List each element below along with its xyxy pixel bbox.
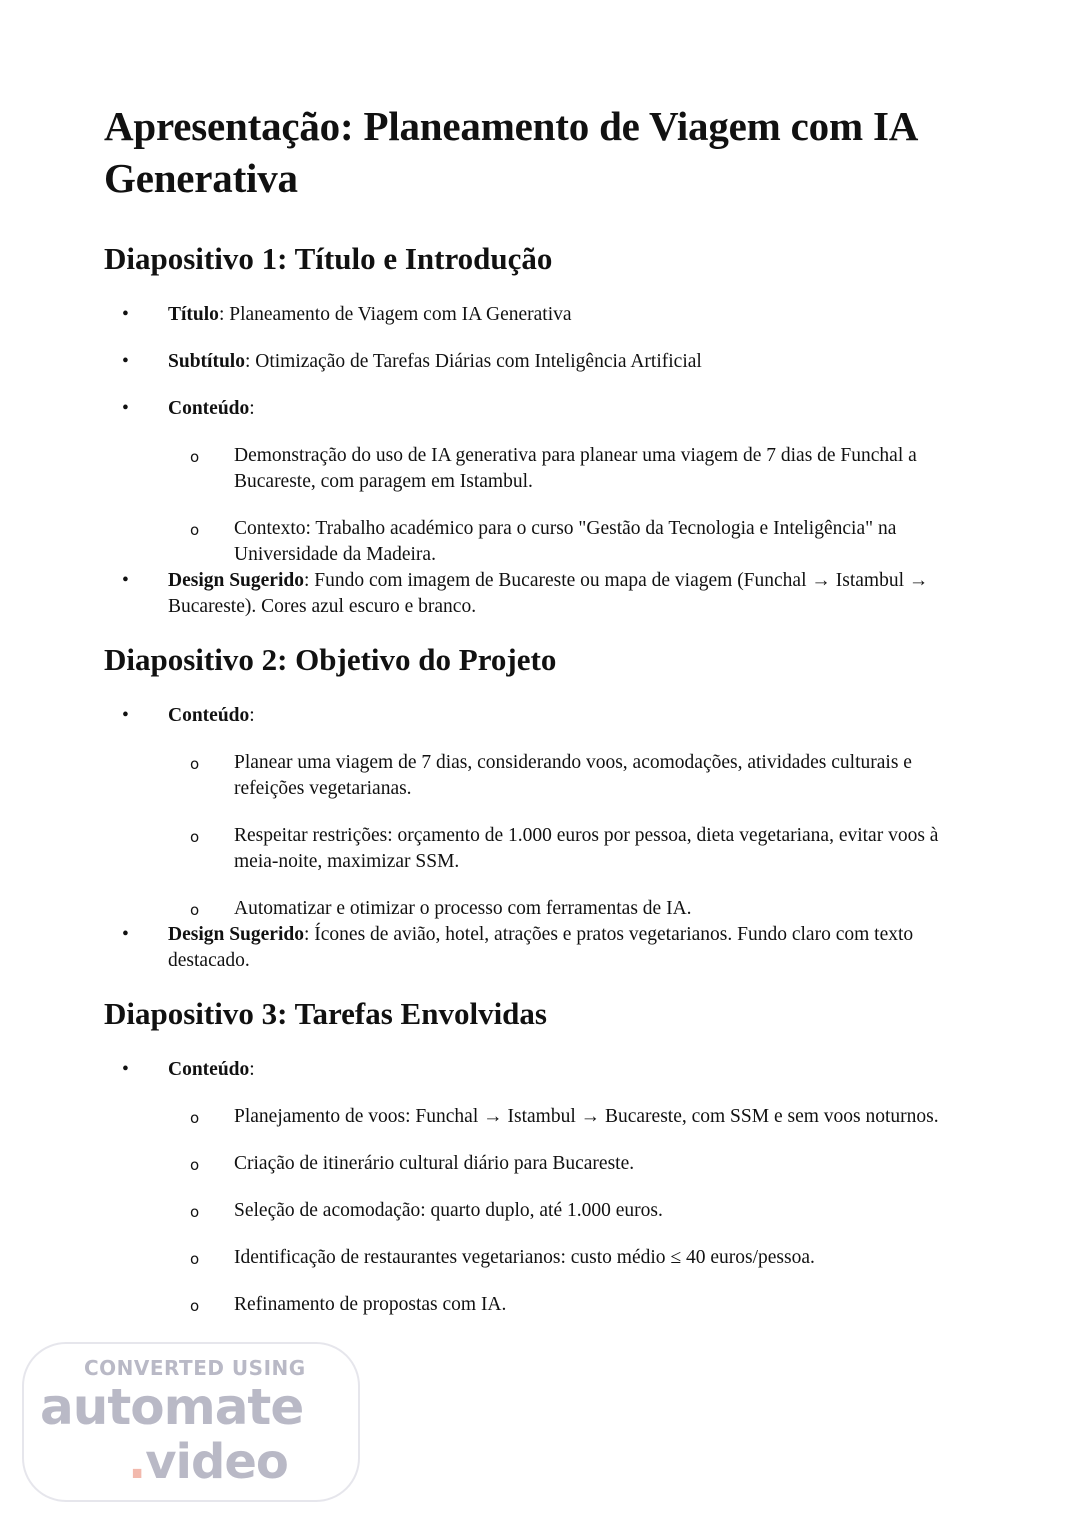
sub-item-text: Seleção de acomodação: quarto duplo, até 1.000 euros. (234, 1200, 663, 1221)
item-label: Conteúdo (168, 1059, 250, 1080)
list-item (104, 703, 984, 922)
sub-list (168, 1104, 984, 1318)
bullet-circle: o (190, 755, 200, 773)
sub-list-item (104, 1198, 984, 1224)
slide-3-section (104, 995, 984, 1318)
item-label: Subtítulo (168, 351, 245, 372)
bullet-circle: o (190, 1156, 200, 1174)
sub-item-text: Planear uma viagem de 7 dias, considerando voos, acomodações, atividades culturais e refeições vegetarianas. (234, 752, 912, 799)
document-page (104, 100, 984, 1339)
slide-3-heading: Diapositivo 3: Tarefas Envolvidas (104, 996, 547, 1031)
watermark-suffix-text: video (145, 1434, 288, 1490)
converted-using-watermark (22, 1342, 360, 1502)
slide-2-heading: Diapositivo 2: Objetivo do Projeto (104, 642, 557, 677)
sub-list (168, 750, 984, 922)
slide-1-list (104, 302, 984, 620)
sub-list-item (104, 443, 984, 495)
sub-item-text: Respeitar restrições: orçamento de 1.000 euros por pessoa, dieta vegetariana, evitar voos à meia-noite, maximizar SSM. (234, 825, 939, 872)
slide-2-section (104, 641, 984, 974)
bullet-dot: • (122, 705, 129, 726)
item-text: : Planeamento de Viagem com IA Generativa (218, 304, 572, 325)
item-text: : Otimização de Tarefas Diárias com Inteligência Artificial (244, 351, 702, 372)
item-text: : Ícones de avião, hotel, atrações e pratos vegetarianos. Fundo claro com texto destacado. (168, 924, 914, 971)
sub-item-text: Criação de itinerário cultural diário para Bucareste. (234, 1153, 635, 1174)
sub-list-item (104, 516, 984, 568)
watermark-brand: automate (40, 1378, 304, 1436)
sub-list-item (104, 1245, 984, 1271)
watermark-caption: CONVERTED USING (84, 1356, 306, 1380)
bullet-circle: o (190, 521, 200, 539)
sub-item-text: Demonstração do uso de IA generativa para planear uma viagem de 7 dias de Funchal a Bucareste, com paragem em Istambul. (234, 445, 917, 492)
bullet-circle: o (190, 901, 200, 919)
item-label: Título (168, 304, 219, 325)
slide-1-heading: Diapositivo 1: Título e Introdução (104, 241, 553, 276)
watermark-dot: . (128, 1434, 146, 1490)
sub-list-item (104, 1151, 984, 1177)
item-text: : Fundo com imagem de Bucareste ou mapa de viagem (Funchal → Istambul → Bucareste). Cores azul escuro e branco. (168, 570, 929, 617)
list-item (104, 396, 984, 568)
sub-list-item (104, 750, 984, 802)
bullet-circle: o (190, 1109, 200, 1127)
bullet-dot: • (122, 570, 129, 591)
bullet-dot: • (122, 1059, 129, 1080)
sub-list-item (104, 896, 984, 922)
sub-item-text: Identificação de restaurantes vegetarianos: custo médio ≤ 40 euros/pessoa. (234, 1247, 815, 1268)
bullet-circle: o (190, 1250, 200, 1268)
item-label: Conteúdo (168, 398, 250, 419)
item-label: Design Sugerido (168, 570, 304, 591)
sub-list-item (104, 823, 984, 875)
sub-item-text: Contexto: Trabalho académico para o curso "Gestão da Tecnologia e Inteligência" na Universidade da Madeira. (234, 518, 897, 565)
document-title: Apresentação: Planeamento de Viagem com IA Generativa (104, 103, 916, 201)
list-item (104, 302, 984, 328)
item-label: Conteúdo (168, 705, 250, 726)
bullet-dot: • (122, 351, 129, 372)
bullet-dot: • (122, 924, 129, 945)
item-text: : (249, 1059, 255, 1080)
list-item (104, 1057, 984, 1318)
sub-item-text: Refinamento de propostas com IA. (234, 1294, 507, 1315)
item-label: Design Sugerido (168, 924, 304, 945)
bullet-dot: • (122, 304, 129, 325)
item-text: : (249, 705, 255, 726)
bullet-circle: o (190, 1297, 200, 1315)
bullet-circle: o (190, 448, 200, 466)
sub-item-text: Automatizar e otimizar o processo com ferramentas de IA. (234, 898, 692, 919)
list-item (104, 568, 984, 620)
sub-list-item (104, 1104, 984, 1130)
slide-3-list (104, 1057, 984, 1318)
slide-1-section (104, 240, 984, 620)
watermark-brand-suffix (128, 1434, 288, 1490)
bullet-circle: o (190, 828, 200, 846)
list-item (104, 349, 984, 375)
sub-list-item (104, 1292, 984, 1318)
item-text: : (249, 398, 255, 419)
sub-list (168, 443, 984, 568)
list-item (104, 922, 984, 974)
slide-2-list (104, 703, 984, 974)
bullet-dot: • (122, 398, 129, 419)
bullet-circle: o (190, 1203, 200, 1221)
sub-item-text: Planejamento de voos: Funchal → Istambul → Bucareste, com SSM e sem voos noturnos. (234, 1106, 939, 1127)
